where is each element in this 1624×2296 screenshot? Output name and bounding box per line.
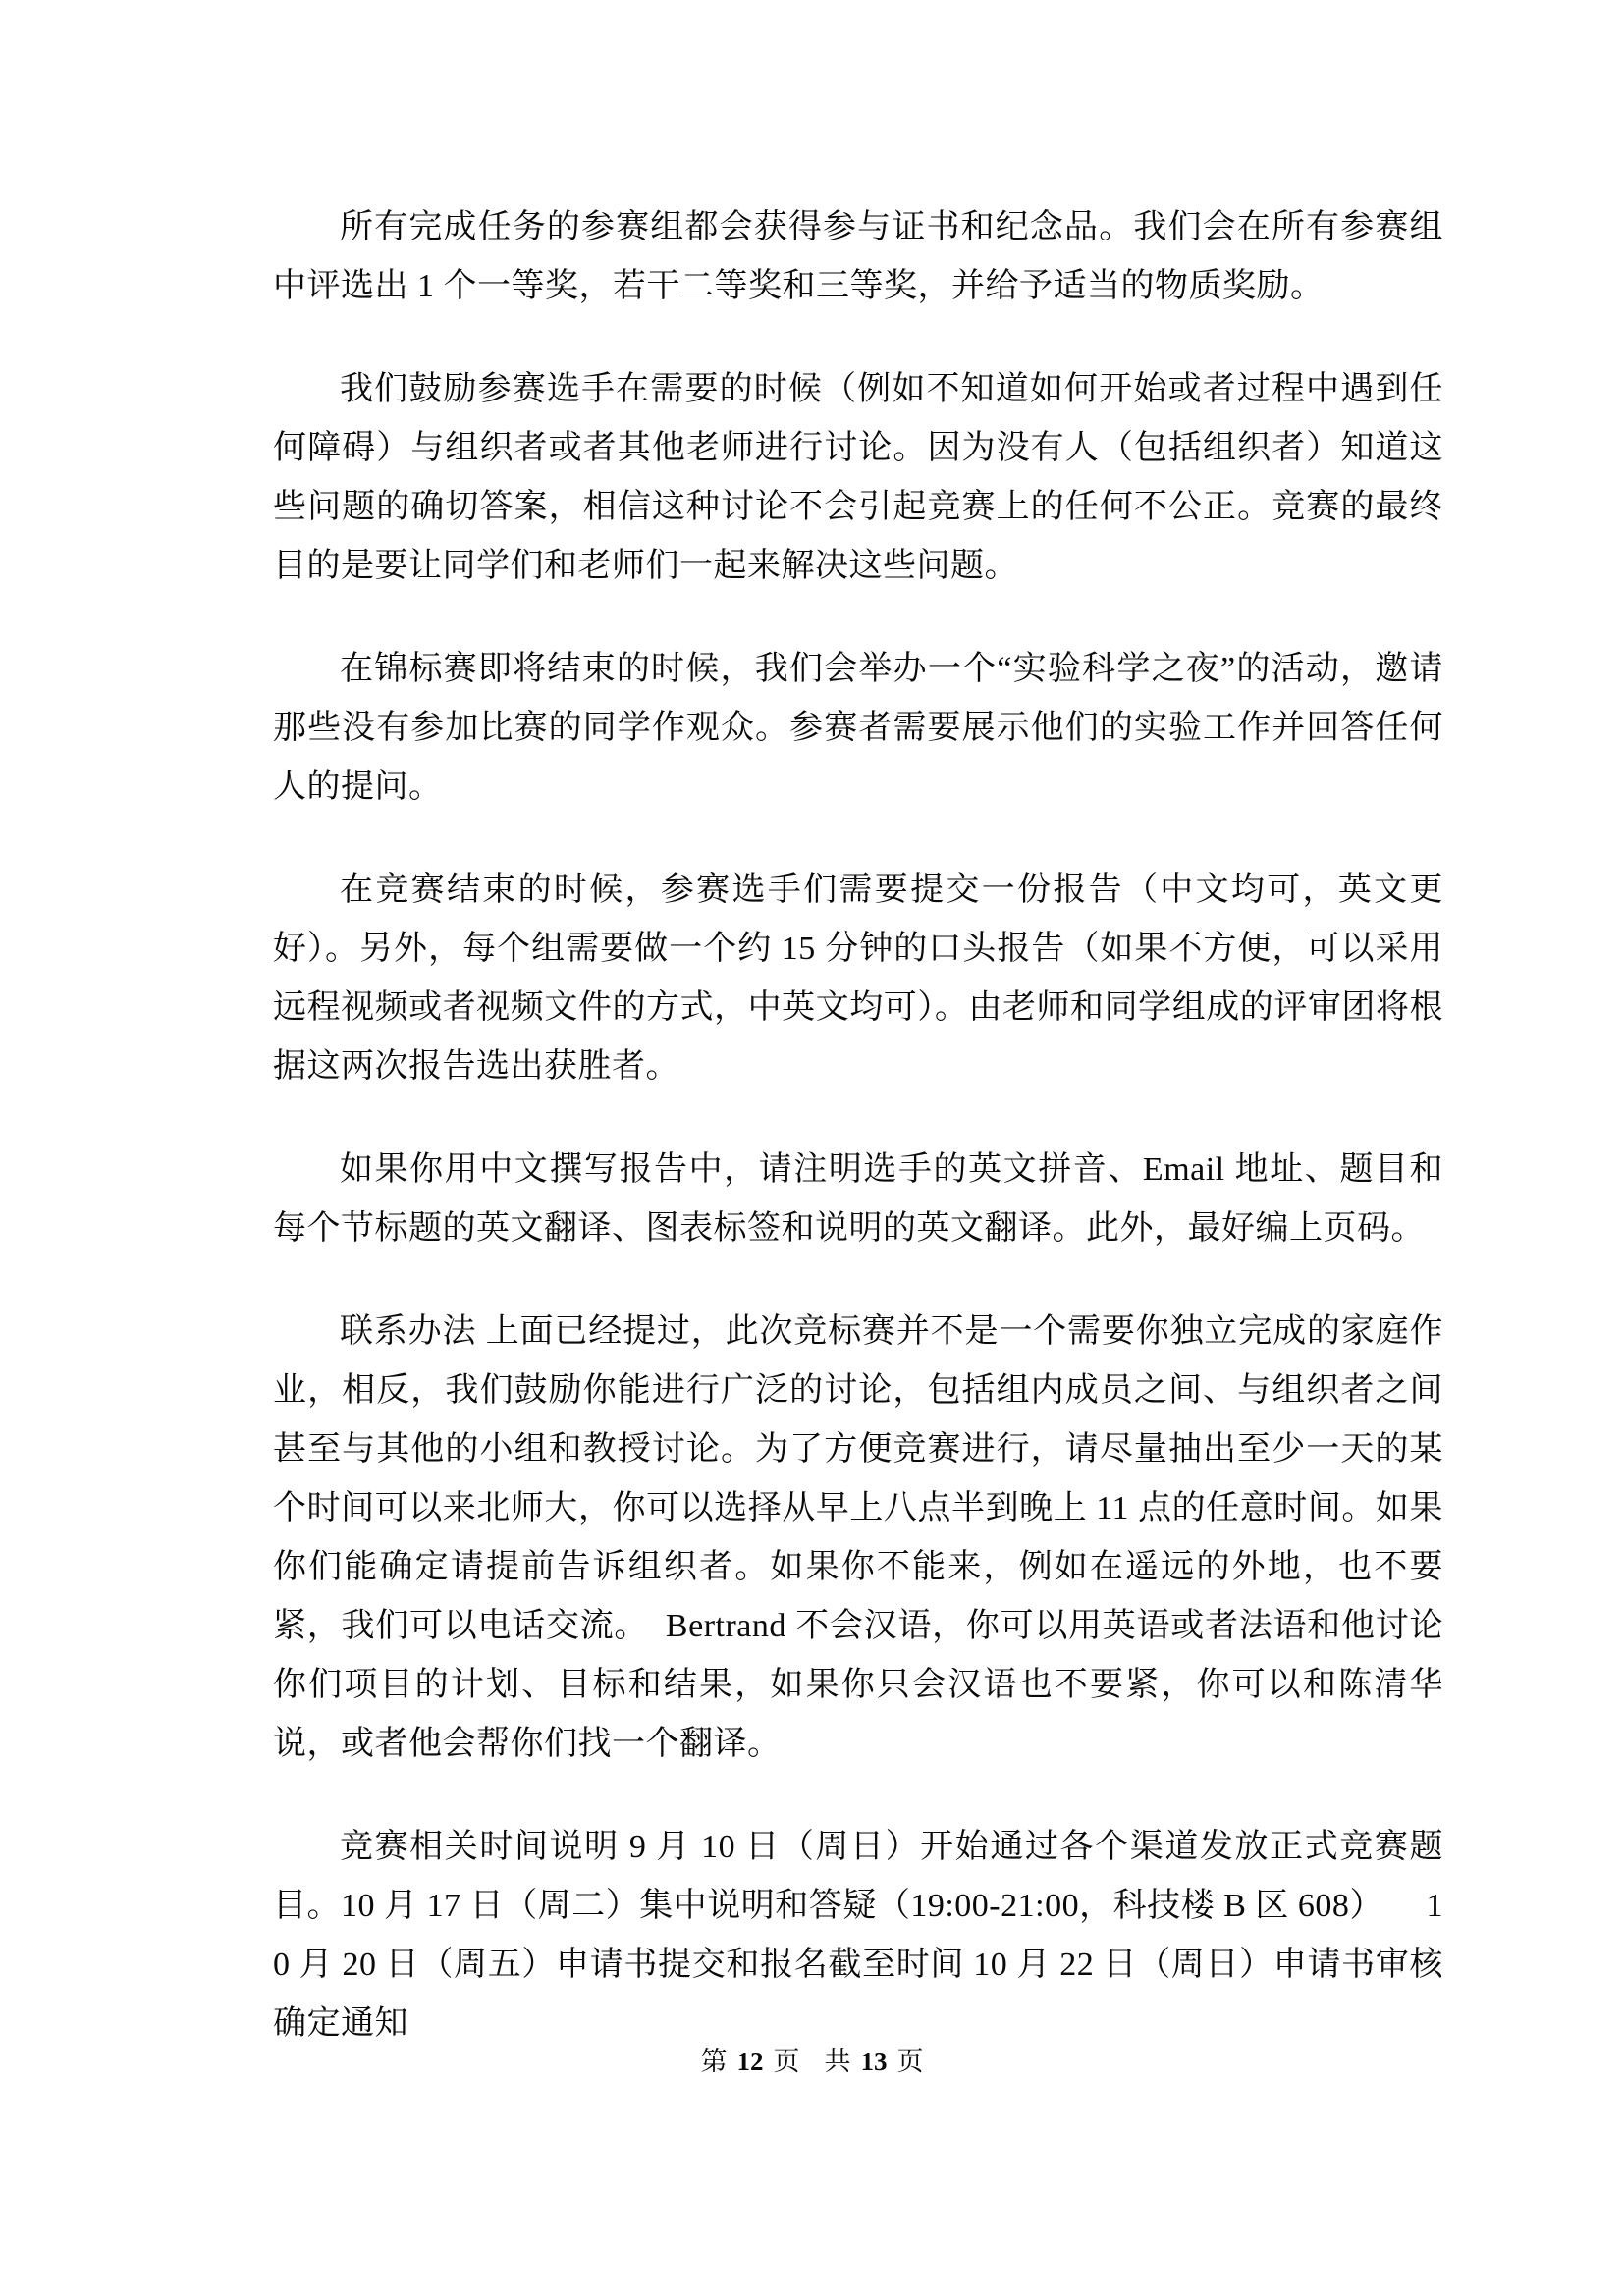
footer-label-ye-2: 页 xyxy=(896,2047,924,2076)
paragraph-discussion-encouraged: 我们鼓励参赛选手在需要的时候（例如不知道如何开始或者过程中遇到任何障碍）与组织者或者其他老师进行讨论。因为没有人（包括组织者）知道这些问题的确切答案，相信这种讨论不会引起竞赛上的任何不公正。竞赛的最终目的是要让同学们和老师们一起来解决这些问题。 xyxy=(273,371,1443,584)
current-page-number: 12 xyxy=(736,2047,764,2076)
paragraph-schedule: 竞赛相关时间说明 9 月 10 日（周日）开始通过各个渠道发放正式竞赛题目。10 月 17 日（周二）集中说明和答疑（19:00-21:00，科技楼 B 区 608） 10 月 20 日（周五）申请书提交和报名截至时间 10 月 22 日（周日）申请书审核确定通知 xyxy=(273,1829,1443,2042)
total-page-number: 13 xyxy=(860,2047,888,2076)
paragraph-report-requirements: 在竞赛结束的时候，参赛选手们需要提交一份报告（中文均可，英文更好）。另外，每个组需要做一个约 15 分钟的口头报告（如果不方便，可以采用远程视频或者视频文件的方式，中英文均可）。由老师和同学组成的评审团将根据这两次报告选出获胜者。 xyxy=(273,872,1443,1085)
footer-label-gong: 共 xyxy=(824,2047,851,2076)
paragraph-contact-method: 联系办法 上面已经提过，此次竞标赛并不是一个需要你独立完成的家庭作业，相反，我们鼓励你能进行广泛的讨论，包括组内成员之间、与组织者之间甚至与其他的小组和教授讨论。为了方便竞赛进行，请尽量抽出至少一天的某个时间可以来北师大，你可以选择从早上八点半到晚上 11 点的任意时间。如果你们能确定请提前告诉组织者。如果你不能来，例如在遥远的外地，也不要紧，我们可以电话交流。 Bertrand 不会汉语，你可以用英语或者法语和他讨论你们项目的计划、目标和结果，如果你只会汉语也不要紧，你可以和陈清华说，或者他会帮你们找一个翻译。 xyxy=(273,1313,1443,1762)
paragraph-science-night: 在锦标赛即将结束的时候，我们会举办一个“实验科学之夜”的活动，邀请那些没有参加比赛的同学作观众。参赛者需要展示他们的实验工作并回答任何人的提问。 xyxy=(273,651,1443,805)
paragraph-chinese-report-notes: 如果你用中文撰写报告中，请注明选手的英文拼音、Email 地址、题目和每个节标题的英文翻译、图表标签和说明的英文翻译。此外，最好编上页码。 xyxy=(273,1151,1443,1247)
footer-label-ye-1: 页 xyxy=(773,2047,800,2076)
document-body xyxy=(273,198,1443,2098)
paragraph-awards: 所有完成任务的参赛组都会获得参与证书和纪念品。我们会在所有参赛组中评选出 1 个一等奖，若干二等奖和三等奖，并给予适当的物质奖励。 xyxy=(273,209,1443,304)
footer-label-di: 第 xyxy=(700,2047,728,2076)
page-footer xyxy=(0,2046,1624,2077)
